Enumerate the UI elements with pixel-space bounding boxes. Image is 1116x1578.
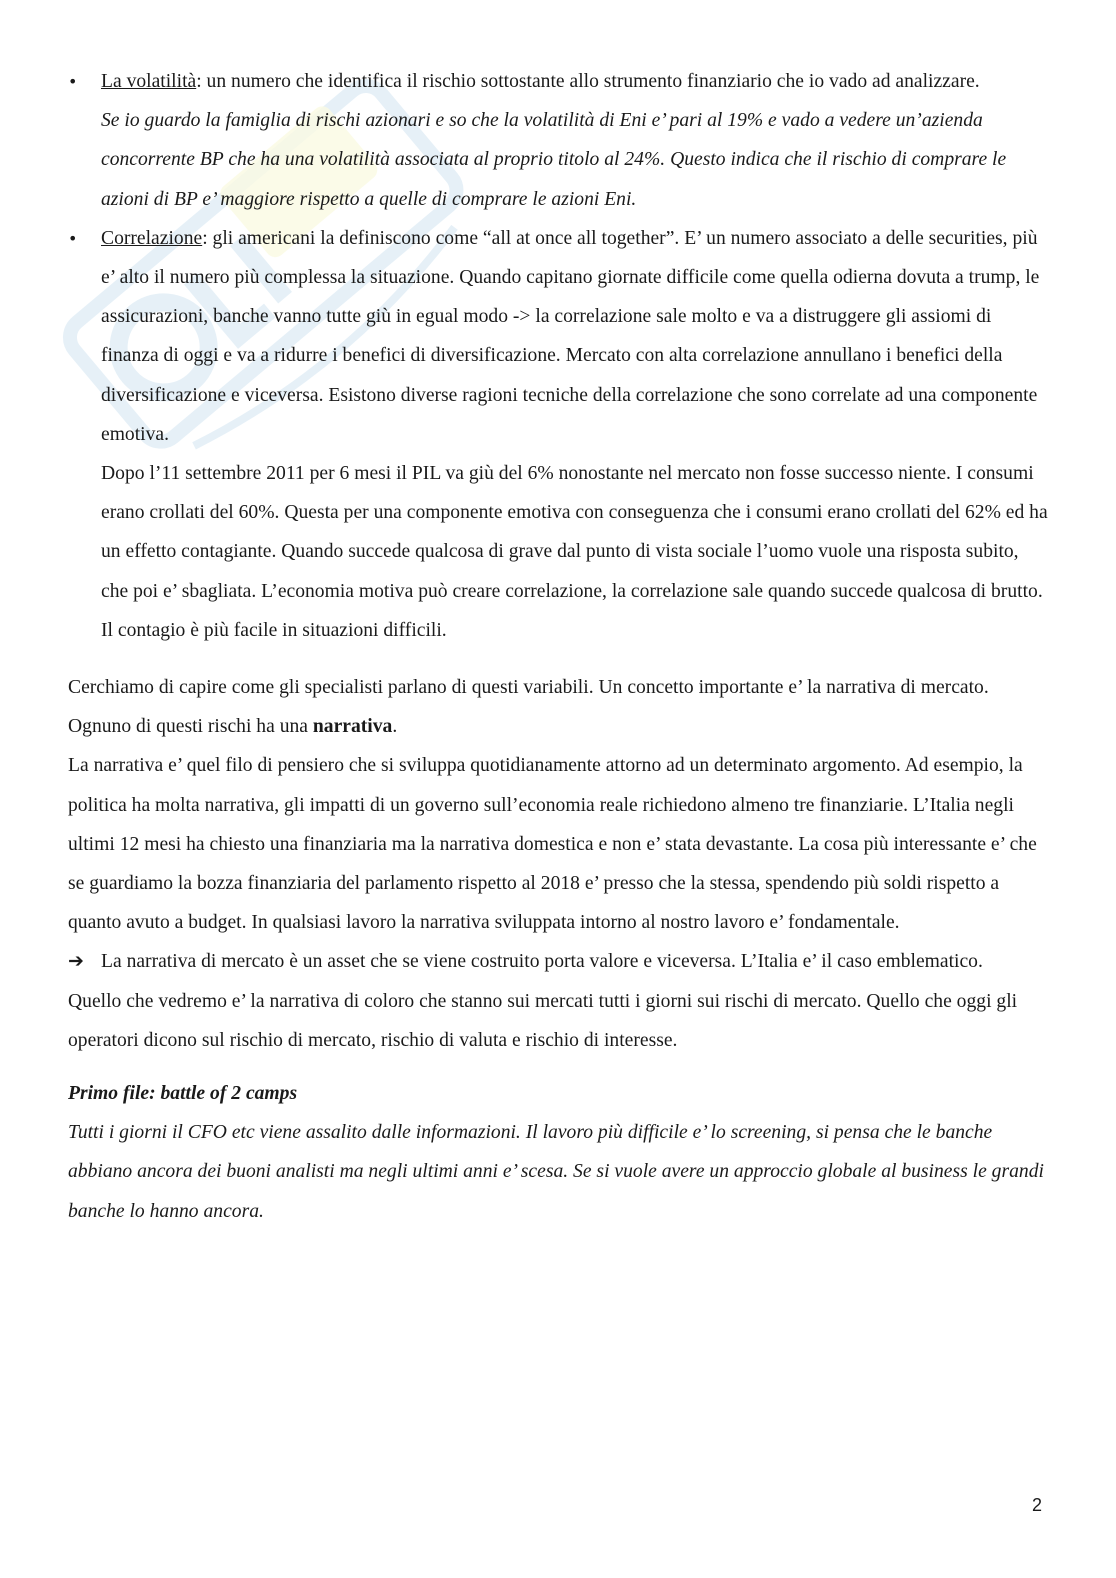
page-number: 2: [1031, 1495, 1042, 1515]
example-correlation: Dopo l’11 settembre 2011 per 6 mesi il PIL va giù del 6% nonostante nel mercato non fosse successo niente. I consumi erano crollati del 60%. Questa per una componente emotiva con conseguenza che i consumi erano crollati del 62% ed ha un effetto contagiante. Quando succede qualcosa di grave dal punto di vista sociale l’uomo vuole una risposta subito, che poi e’ sbagliata. L’economia motiva può creare correlazione, la correlazione sale quando succede qualcosa di brutto. Il contagio è più facile in situazioni difficili.: [101, 463, 1048, 641]
bullet-item-volatility: [68, 62, 1048, 219]
definition-correlation: : gli americani la definiscono come “all at once all together”. E’ un numero associato a delle securities, più e’ alto il numero più complessa la situazione. Quando capitano giornate difficile come quella odierna dovuta a trump, le assicurazioni, banche vanno tutte giù in egual modo -> la correlazione sale molto e va a distruggere gli assiomi di finanza di oggi e va a ridurre i benefici di diversificazione. Mercato con alta correlazione annullano i benefici della diversificazione e viceversa. Esistono diverse ragioni tecniche della correlazione che sono correlate ad una componente emotiva.: [101, 227, 1040, 445]
term-correlation: Correlazione: [101, 227, 203, 249]
bold-narrativa: narrativa: [312, 716, 393, 738]
bullet-text: [101, 62, 1048, 101]
paragraph-narrativa-definition: La narrativa e’ quel filo di pensiero che si sviluppa quotidianamente attorno ad un determinato argomento. Ad esempio, la politica ha molta narrativa, gli impatti di un governo sull’economia reale richiedono almeno tre finanziarie. L’Italia negli ultimi 12 mesi ha chiesto una finanziaria ma la narrativa domestica e non e’ stata devastante. La cosa più interessante e’ che se guardiamo la bozza finanziaria del parlamento rispetto al 2018 e’ presso che la stessa, spendendo più soldi rispetto a quanto avuto a budget. In qualsiasi lavoro la narrativa sviluppata intorno al nostro lavoro e’ fondamentale.: [68, 755, 1037, 934]
paragraph-operators: Quello che vedremo e’ la narrativa di coloro che stanno sui mercati tutti i giorni sui rischi di mercato. Quello che oggi gli operatori dicono sul rischio di mercato, rischio di valuta e rischio di interesse.: [68, 990, 1018, 1051]
bullet-dot-icon: •: [68, 228, 78, 248]
example-volatility: Se io guardo la famiglia di rischi azionari e so che la volatilità di Eni e’ pari al 19% e vado a vedere un’azienda concorrente BP che ha una volatilità associata al proprio titolo al 24%. Questo indica che il rischio di comprare le azioni di BP e’ maggiore rispetto a quelle di comprare le azioni Eni.: [101, 110, 1007, 210]
section-text: Tutti i giorni il CFO etc viene assalito dalle informazioni. Il lavoro più difficile e’ lo screening, si pensa che le banche abbiano ancora dei buoni analisti ma negli ultimi anni e’ scesa. Se si vuole avere un approccio globale al business le grandi banche lo hanno ancora.: [68, 1122, 1044, 1222]
definition-volatility: : un numero che identifica il rischio sottostante allo strumento finanziario che io vado ad analizzare.: [196, 71, 980, 92]
paragraph-narrativa-intro: Cerchiamo di capire come gli specialisti parlano di questi variabili. Un concetto importante e’ la narrativa di mercato. Ognuno di questi rischi ha una narrativa.: [68, 677, 989, 738]
arrow-right-icon: ➔: [68, 950, 84, 973]
bullet-dot-icon: •: [68, 72, 78, 91]
term-volatility: La volatilità: [101, 71, 197, 92]
bullet-item-correlation: [68, 219, 1048, 650]
arrow-item: [68, 942, 1048, 981]
arrow-text: La narrativa di mercato è un asset che se viene costruito porta valore e viceversa. L’Italia e’ il caso emblematico.: [101, 951, 983, 973]
bullet-text: [101, 219, 1048, 454]
document-content: [68, 62, 1048, 1231]
section-heading: Primo file: battle of 2 camps: [68, 1083, 298, 1105]
